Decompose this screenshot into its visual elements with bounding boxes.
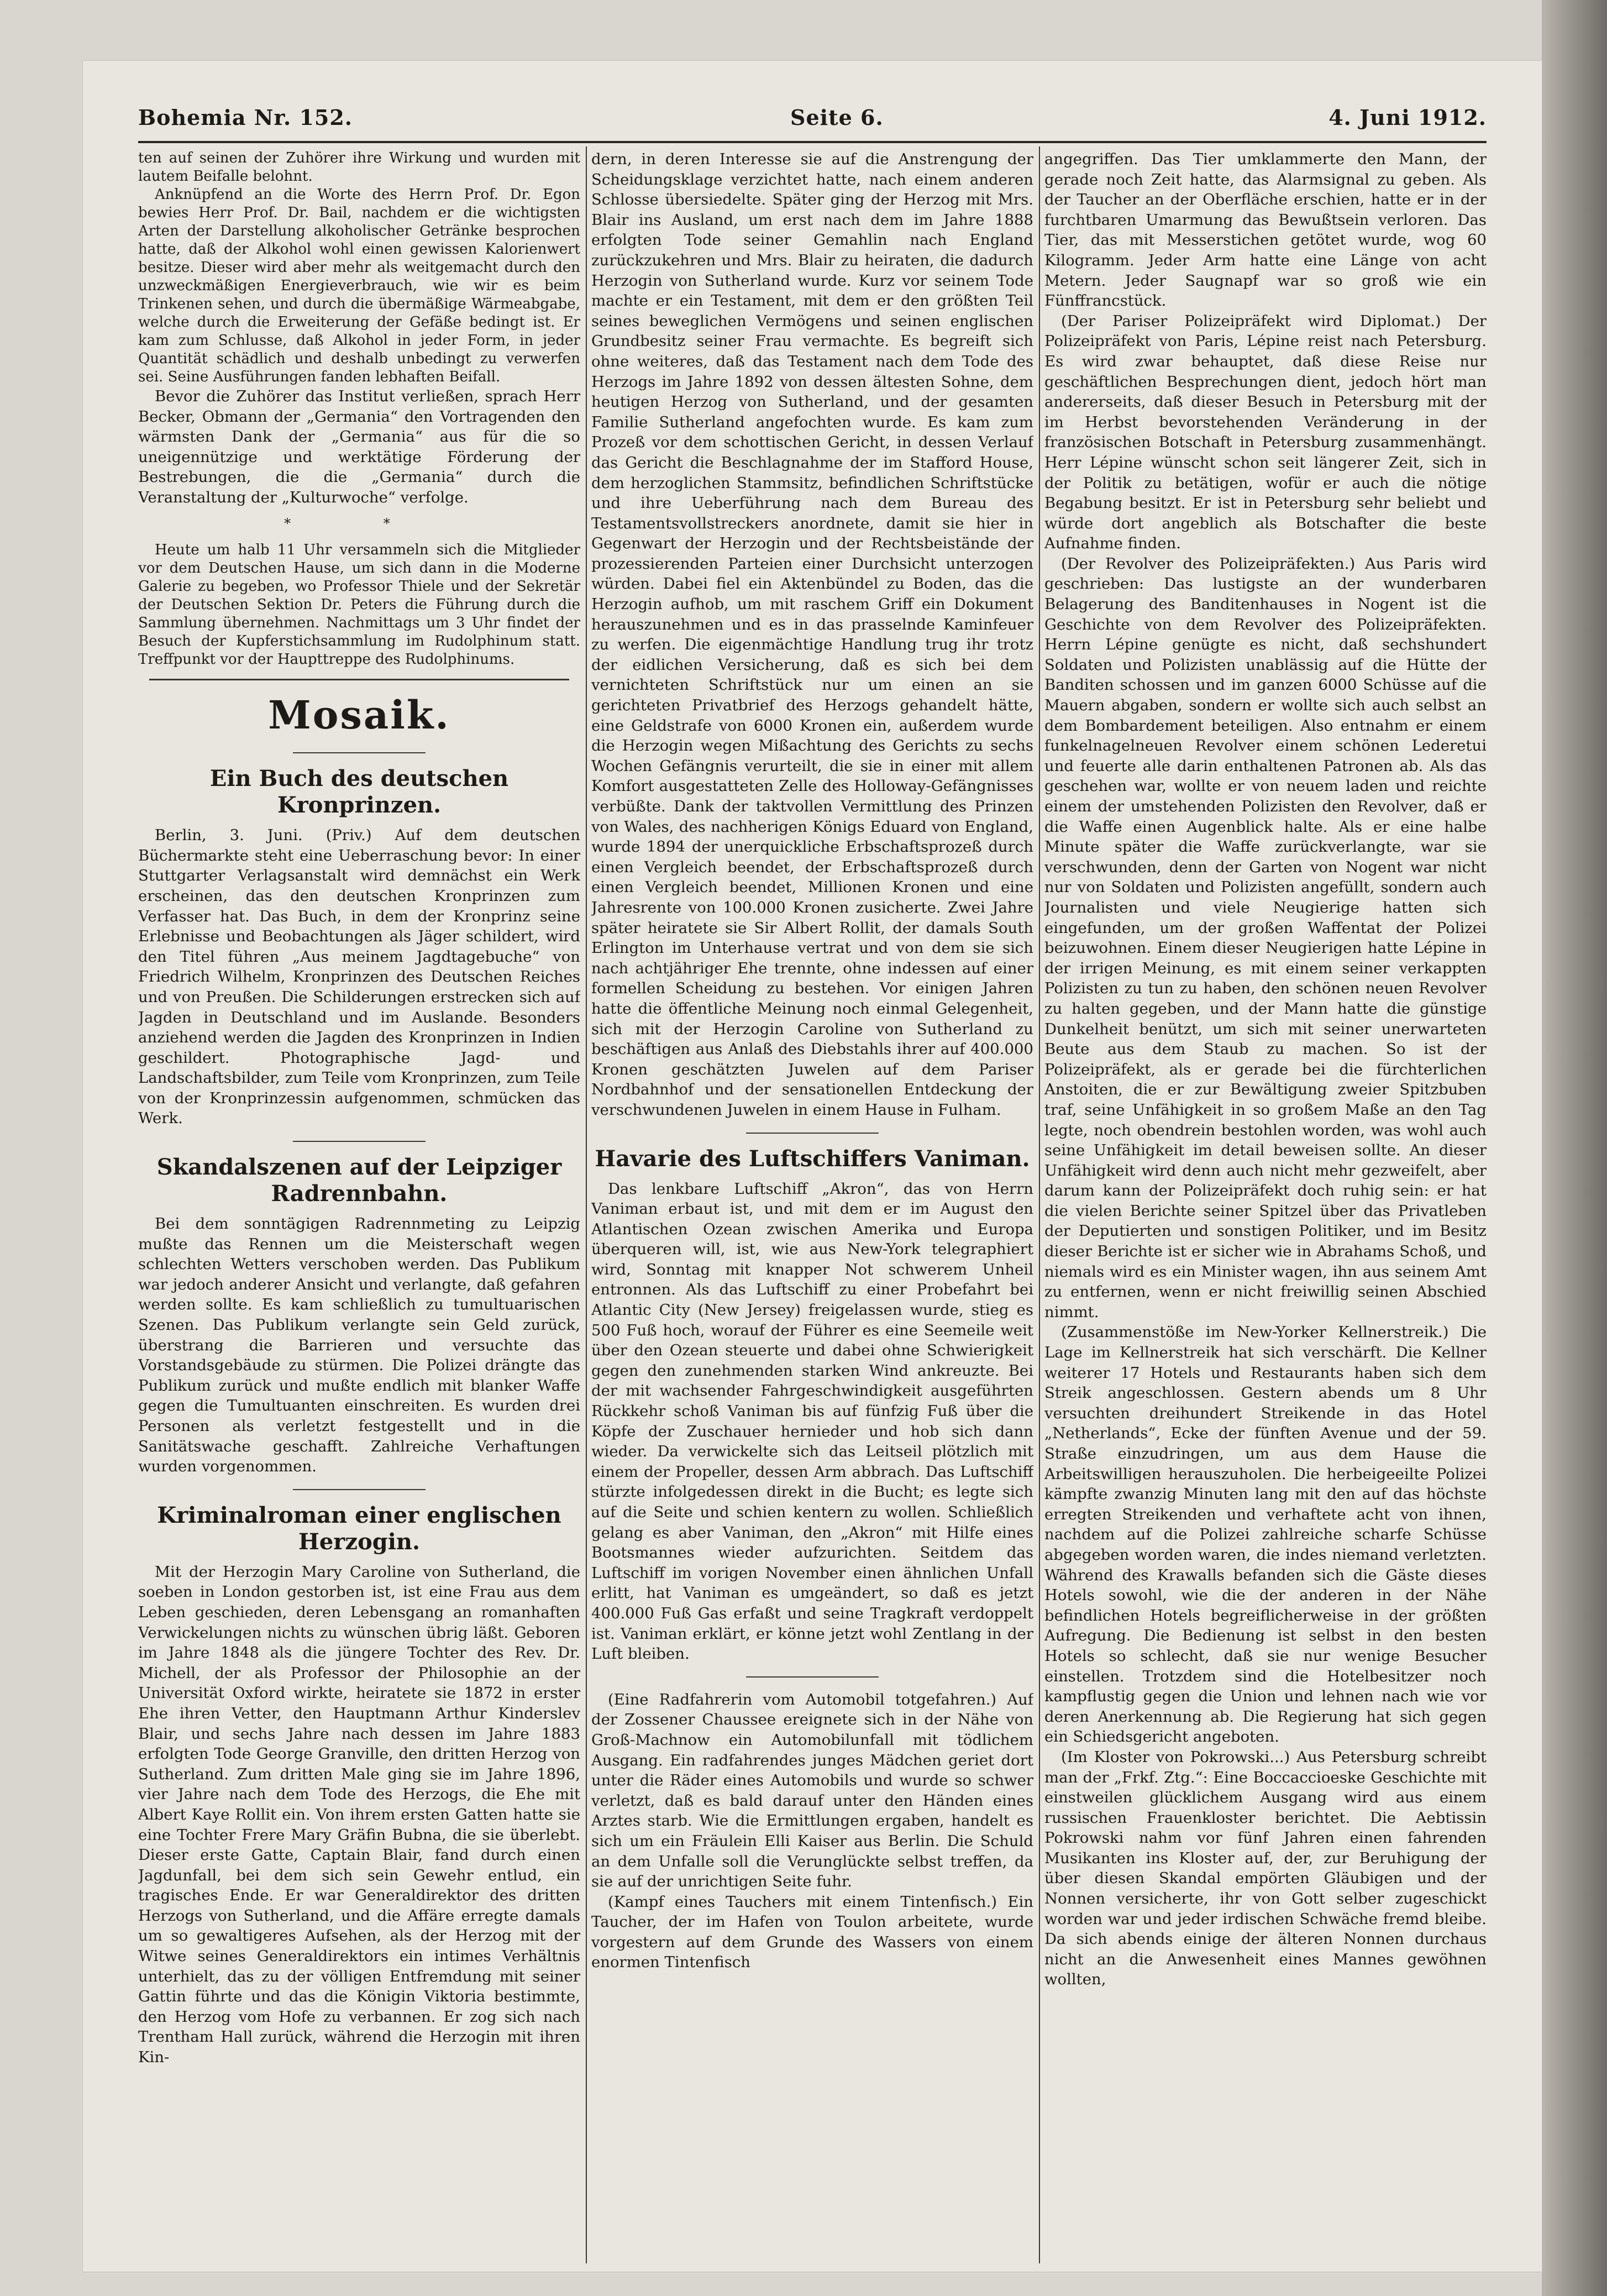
header-rule (138, 141, 1487, 143)
article-rule (746, 1676, 879, 1678)
paragraph: Bevor die Zuhörer das Institut verließen, sprach Herr Becker, Obmann der „Germania“ den Vortragenden den wärmsten Dank der „Germania“ aus für die so uneigennützige und werktätige Förderung der Bestrebungen, die die „Germania“ durch die Veranstaltung der „Kulturwoche“ verfolge. (138, 387, 580, 506)
article-rule (293, 1141, 426, 1142)
news-item: (Eine Radfahrerin vom Automobil totgefahren.) Auf der Zossener Chaussee ereignete sich in der Nähe von Groß-Machnow ein Automobilunfall mit tödlichem Ausgang. Ein radfahrendes junges Mädchen geriet dort unter die Räder eines Automobils und wurde so schwer verletzt, daß es bald darauf unter den Händen eines Arztes starb. Wie die Ermittlungen ergaben, handelt es sich um ein Fräulein Elli Kaiser aus Berlin. Die Schuld an dem Unfalle soll die Verunglückte selbst treffen, da sie auf der unrichtigen Seite fuhr. (591, 1690, 1033, 1891)
article-title: Havarie des Luftschiffers Vaniman. (595, 1145, 1030, 1172)
column-right (1044, 149, 1487, 2261)
news-item: (Im Kloster von Pokrowski...) Aus Petersburg schreibt man der „Frkf. Ztg.“: Eine Boccaccioeske Geschichte mit einstweilen glücklichem Ausgang wird aus einem russischen Frauenkloster berichtet. Die Aebtissin Pokrowski nahm vor fünf Jahren einen fahrenden Musikanten ins Kloster auf, der, zur Beruhigung der über diesen Skandal empörten Gläubigen und der Nonnen versicherte, ihr von Gott selber zugeschickt worden war und jeder irdischen Schwäche fremd bleibe. Da sich abends einige der älteren Nonnen durchaus nicht an die Anwesenheit eines Mannes gewöhnen wollten, (1044, 1748, 1487, 1989)
paragraph: Heute um halb 11 Uhr versammeln sich die Mitglieder vor dem Deutschen Hause, um sich dann in die Moderne Galerie zu begeben, wo Professor Thiele und der Sekretär der Deutschen Sektion Dr. Peters die Führung durch die Sammlung übernehmen. Nachmittags um 3 Uhr findet der Besuch der Kupferstichsammlung im Rudolphinum statt. Treffpunkt vor der Haupttreppe des Rudolphinums. (138, 542, 580, 668)
header-newspaper-issue: Bohemia Nr. 152. (138, 105, 353, 130)
news-item: angegriffen. Das Tier umklammerte den Mann, der gerade noch Zeit hatte, das Alarmsignal zu geben. Als der Taucher an der Oberfläche erschien, hatte er in der furchtbaren Umarmung das Bewußtsein verloren. Das Tier, das mit Messerstichen getötet wurde, wog 60 Kilogramm. Jeder Arm hatte eine Länge von acht Metern. Jeder Saugnapf war so groß wie ein Fünffrancstück. (1044, 150, 1487, 310)
article-text: Berlin, 3. Juni. (Priv.) Auf dem deutschen Büchermarkte steht eine Ueberraschung bevor: In einer Stuttgarter Verlagsanstalt wird demnächst ein Werk erscheinen, das den deutschen Kronprinzen zum Verfasser hat. Das Buch, in dem der Kronprinz seine Erlebnisse und Beobachtungen als Jäger schildert, wird den Titel führen „Aus meinem Jagdtagebuche“ von Friedrich Wilhelm, Kronprinzen des Deutschen Reiches und von Preußen. Die Schilderungen erstrecken sich auf Jagden in Deutschland und im Auslande. Besonders anziehend werden die Jagden des Kronprinzen in Indien geschildert. Photographische Jagd- und Landschaftsbilder, zum Teile vom Kronprinzen, zum Teile von der Kronprinzessin aufgenommen, schmücken das Werk. (138, 826, 580, 1128)
column-divider (1039, 146, 1040, 2263)
separator-asterisks: * * (284, 515, 434, 531)
paragraph: Anknüpfend an die Worte des Herrn Prof. Dr. Egon bewies Herr Prof. Dr. Bail, nachdem er die wichtigsten Arten der Darstellung alkoholischer Getränke besprochen hatte, daß der Alkohol wohl einen gewissen Kalorienwert besitze. Dieser wird aber mehr als weitgemacht durch den unzweckmäßigen Energieverbrauch, wie wir es beim Trinkenen sehen, und durch die übermäßige Wärmeabgabe, welche durch die Erweiterung der Gefäße bedingt ist. Er kam zum Schlusse, daß Alkohol in jeder Form, in jeder Quantität schädlich und deshalb unbedingt zu verwerfen sei. Seine Ausführungen fanden lebhaften Beifall. (138, 186, 580, 385)
article-title: Skandalszenen auf der Leipziger Radrennbahn. (156, 1154, 562, 1207)
article-title: Ein Buch des deutschen Kronprinzen. (209, 766, 509, 819)
page-header (138, 105, 1487, 144)
page-edge-shadow (1542, 0, 1607, 2296)
news-item: (Kampf eines Tauchers mit einem Tintenfisch.) Ein Taucher, der im Hafen von Toulon arbeitete, wurde vorgestern auf dem Grunde des Wassers von einem enormen Tintenfisch (591, 1893, 1033, 1972)
article-text: Das lenkbare Luftschiff „Akron“, das von Herrn Vaniman erbaut ist, und mit dem er im August den Atlantischen Ozean zwischen Amerika und Europa überqueren will, ist, wie aus New-York telegraphiert wird, Sonntag mit knapper Not schwerem Unheil entronnen. Als das Luftschiff zu einer Probefahrt bei Atlantic City (New Jersey) freigelassen wurde, stieg es 500 Fuß hoch, worauf der Führer es eine Seemeile weit über den Ozean steuerte und dabei ohne Schwierigkeit gegen den zunehmenden starken Wind ankreuzte. Bei der mit wachsender Fahrgeschwindigkeit ausgeführten Rückkehr schoß Vaniman bis auf fünfzig Fuß über die Köpfe der Zuschauer hernieder und hob sich dann wieder. Da verwickelte sich das Leitseil plötzlich mit einem der Propeller, dessen Arm abbrach. Das Luftschiff stürzte infolgedessen direkt in die Bucht; es legte sich auf die Seite und schien kentern zu wollen. Schließlich gelang es aber Vaniman, den „Akron“ mit Hilfe eines Bootsmannes wieder aufzurichten. Seitdem das Luftschiff im vorigen November einen ähnlichen Unfall erlitt, hat Vaniman es umgeändert, so daß es jetzt 400.000 Fuß Gas erfaßt und seine Tragkraft verdoppelt ist. Vaniman erklärt, er könne jetzt wohl Zentlang in der Luft bleiben. (591, 1180, 1033, 1663)
article-text: dern, in deren Interesse sie auf die Anstrengung der Scheidungsklage verzichtet hatte, nach einem anderen Schlosse übersiedelte. Später ging der Herzog mit Mrs. Blair ins Ausland, um erst nach dem im Jahre 1888 erfolgten Tode seiner Gemahlin nach England zurückzukehren und Mrs. Blair zu heiraten, die dadurch Herzogin von Sutherland wurde. Kurz vor seinem Tode machte er ein Testament, mit dem er den größten Teil seines beweglichen Vermögens und seinen englischen Grundbesitz seiner Frau vermachte. Es begreift sich ohne weiteres, daß das Testament nach dem Tode des Herzogs im Jahre 1892 von dessen ältesten Sohne, dem heutigen Herzog von Sutherland, und der gesamten Familie Sutherland angefochten wurde. Es kam zum Prozeß vor dem schottischen Gericht, in dessen Verlauf das Gericht die Beschlagnahme der im Stafford House, dem herzoglichen Stammsitz, befindlichen Schriftstücke und ihre Ueberführung nach dem Bureau des Testamentsvollstreckers anordnete, damit sie hier in Gegenwart der Herzogin und der Rechtsbeistände der prozessierenden Parteien einer Durchsicht unterzogen würden. Dabei fiel ein Aktenbündel zu Boden, das die Herzogin aufhob, um mit raschem Griff ein Dokument herauszunehmen und es in das prasselnde Kaminfeuer zu werfen. Die eigenmächtige Handlung trug ihr trotz der eidlichen Versicherung, daß es sich bei dem vernichteten Schriftstück nur um einen an sie gerichteten Privatbrief des Herzogs gehandelt hätte, eine Geldstrafe von 6000 Kronen ein, außerdem wurde die Herzogin wegen Mißachtung des Gerichts zu sechs Wochen Gefängnis verurteilt, die sie in einer mit allem Komfort ausgestatteten Zelle des Holloway-Gefängnisses verbüßte. Dank der taktvollen Vermittlung des Prinzen von Wales, des nachherigen Königs Eduard von England, wurde 1894 der unerquickliche Erbschaftsprozeß durch einen Vergleich beendet, der Erbschaftsprozeß durch einen Vergleich beendet, Millionen Kronen und eine Jahresrente von 100.000 Kronen zusicherte. Zwei Jahre später heiratete sie Sir Albert Rollit, der damals South Erlington im Unterhause vertrat und von dem sie sich nach achtjähriger Ehe trennte, ohne indessen auf einer formellen Scheidung zu bestehen. Vor einigen Jahren hatte die öffentliche Meinung noch einmal Gelegenheit, sich mit der Herzogin Caroline von Sutherland zu beschäftigen aus Anlaß des Diebstahls ihrer auf 400.000 Kronen geschätzten Juwelen auf dem Pariser Nordbahnhof und der sensationellen Entdeckung der verschwundenen Juwelen in einem Hause in Fulham. (591, 150, 1033, 1119)
section-rule (149, 679, 569, 680)
header-date: 4. Juni 1912. (1328, 105, 1487, 130)
title-rule (293, 752, 426, 753)
column-left (138, 149, 580, 2261)
news-item: (Der Revolver des Polizeipräfekten.) Aus Paris wird geschrieben: Das lustigste an der wunderbaren Belagerung des Banditenhauses in Nogent ist die Geschichte von dem Revolver des Polizeipräfekten. Herrn Lépine genügte es nicht, daß sechshundert Soldaten und Polizisten unablässig auf die Hütte der Banditen schossen und im ganzen 6000 Schüsse auf die Mauern abgaben, sondern er wollte sich auch selbst an dem Bombardement beteiligen. Also entnahm er einem funkelnagelneuen Revolver einem schönen Lederetui und feuerte alle darin enthaltenen Patronen ab. Als das geschehen war, wollte er von neuem laden und reichte einem der umstehenden Polizisten den Revolver, daß er die Waffe einen Augenblick halte. Als er eine halbe Minute später die Waffe zurückverlangte, war sie verschwunden, denn der Garten von Nogent war nicht nur von Soldaten und Polizisten angefüllt, sondern auch Journalisten und viele Neugierige hatten sich eingefunden, um der großen Waffentat der Polizei beizuwohnen. Einem dieser Neugierigen hatte Lépine in der irrigen Meinung, es mit einem seiner verkappten Polizisten zu tun zu haben, den schönen neuen Revolver zu halten gegeben, und der Mann hatte die günstige Dunkelheit benützt, um sich mit seiner unerwarteten Beute aus dem Staub zu machen. So ist der Polizeipräfekt, als er gerade bei die fürchterlichen Anstoiten, die er zur Bewältigung zweier Spitzbuben traf, seine Unfähigkeit in so großem Maße an den Tag legte, noch obendrein bestohlen worden, was wohl auch seine Unfähigkeit im detail beweisen sollte. An dieser Unfähigkeit wird denn auch nicht mehr gezweifelt, aber darum kann der Polizeipräfekt doch ruhig sein: er hat die vielen Berichte seiner Spitzel über das Privatleben der Deputierten und sonstigen Politiker, und im Besitz dieser Berichte ist er sicher wie in Abrahams Schoß, und niemals wird es ein Minister wagen, ihn aus seinem Amt zu entfernen, wenn er nicht freiwillig seinen Abschied nimmt. (1044, 554, 1487, 1321)
article-title: Kriminalroman einer englischen Herzogin. (157, 1502, 561, 1555)
news-item: (Der Pariser Polizeipräfekt wird Diplomat.) Der Polizeipräfekt von Paris, Lépine reist nach Petersburg. Es wird zwar behauptet, daß diese Reise nur geschäftlichen Besprechungen dient, jedoch hört man andererseits, daß dieser Besuch in Petersburg mit der im Herbst bevorstehenden Veränderung in der französischen Botschaft in Petersburg zusammenhängt. Herr Lépine wünscht schon seit längerer Zeit, sich in der Politik zu betätigen, wofür er auch die nötige Begabung besitzt. Er ist in Petersburg sehr beliebt und würde dort angeblich als Botschafter die beste Aufnahme finden. (1044, 312, 1487, 553)
newspaper-page (83, 61, 1542, 2272)
header-page-number: Seite 6. (790, 105, 884, 130)
article-rule (293, 1489, 426, 1490)
paragraph: ten auf seinen der Zuhörer ihre Wirkung und wurden mit lautem Beifalle belohnt. (138, 150, 580, 185)
section-title: Mosaik. (268, 692, 450, 738)
column-middle (591, 149, 1033, 2261)
column-divider (586, 146, 587, 2263)
news-item: (Zusammenstöße im New-Yorker Kellnerstreik.) Die Lage im Kellnerstreik hat sich verschärft. Die Kellner weiterer 17 Hotels und Restaurants haben sich dem Streik angeschlossen. Gestern abends um 8 Uhr versuchten dreihundert Streikende in das Hotel „Netherlands“, Ecke der fünften Avenue und der 59. Straße einzudringen, um aus dem Hause die Arbeitswilligen herauszuholen. Die herbeigeeilte Polizei kämpfte zwanzig Minuten lang mit den auf das höchste erregten Streikenden und verhaftete acht von ihnen, nachdem auf die Polizei zahlreiche scharfe Schüsse abgegeben worden waren, die indes niemand verletzten. Während des Krawalls befanden sich die Gäste dieses Hotels sowohl, wie die der anderen in der Nähe befindlichen Hotels begreiflicherweise in der größten Aufregung. Die Bedienung ist selbst in den besten Hotels so schlecht, daß sie nur wenige Besucher einstellen. Trotzdem sind die Hotelbesitzer noch kampflustig gegen die Union und lehnen nach wie vor deren Anerkennung ab. Die Regierung hat sich gegen ein Schiedsgericht angeboten. (1044, 1323, 1487, 1746)
article-rule (746, 1133, 879, 1134)
article-text: Bei dem sonntägigen Radrennmeting zu Leipzig mußte das Rennen um die Meisterschaft wegen schlechten Wetters verschoben werden. Das Publikum war jedoch anderer Ansicht und verlangte, daß gefahren werden sollte. Es kam schließlich zu tumultuarischen Szenen. Das Publikum verlangte sein Geld zurück, überstrang die Barrieren und versuchte das Vorstandsgebäude zu stürmen. Die Polizei drängte das Publikum zurück und mußte endlich mit blanker Waffe gegen die Tumultuanten einschreiten. Es wurden drei Personen als verletzt festgestellt und in die Sanitätswache geschafft. Zahlreiche Verhaftungen wurden vorgenommen. (138, 1215, 580, 1476)
article-text: Mit der Herzogin Mary Caroline von Sutherland, die soeben in London gestorben ist, ist eine Frau aus dem Leben geschieden, deren Lebensgang an romanhaften Verwickelungen nichts zu wünschen übrig läßt. Geboren im Jahre 1848 als die jüngere Tochter des Rev. Dr. Michell, der als Professor der Philosophie an der Universität Oxford wirkte, heiratete sie 1872 in erster Ehe ihren Vetter, den Hauptmann Arthur Kinderslev Blair, und sechs Jahre nach dessen im Jahre 1883 erfolgten Tode George Granville, den dritten Herzog von Sutherland. Zum dritten Male ging sie im Jahre 1896, vier Jahre nach dem Tode des Herzogs, die Ehe mit Albert Kaye Rollit ein. Von ihrem ersten Gatten hatte sie eine Tochter Frere Mary Gräfin Bubna, die sie überlebt. Dieser erste Gatte, Captain Blair, fand durch einen Jagdunfall, bei dem sich sein Gewehr entlud, ein tragisches Ende. Er war Generaldirektor des dritten Herzogs von Sutherland, und die Affäre erregte damals um so gewaltigeres Aufsehen, als der Herzog mit der Witwe seines Generaldirektors ein intimes Verhältnis unterhielt, das zu der völligen Entfremdung mit seiner Gattin führte und das die Königin Viktoria bestimmte, den Herzog vom Hofe zu verbannen. Er zog sich nach Trentham Hall zurück, während die Herzogin mit ihren Kin- (138, 1563, 580, 2067)
